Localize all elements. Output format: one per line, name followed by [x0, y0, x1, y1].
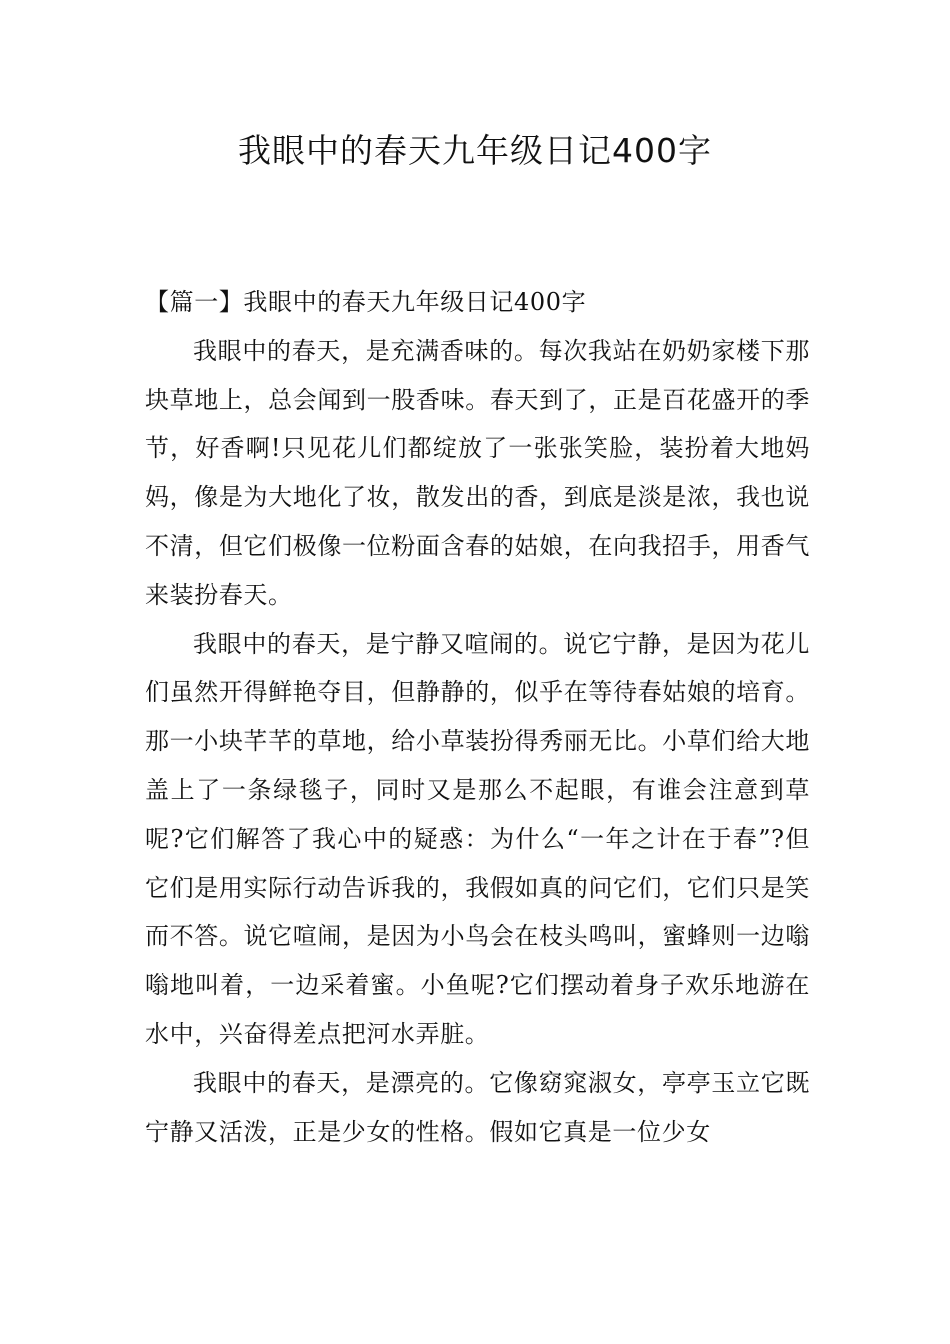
document-title: 我眼中的春天九年级日记400字 [238, 131, 712, 170]
paragraph-2: 我眼中的春天，是宁静又喧闹的。说它宁静，是因为花儿们虽然开得鲜艳夺目，但静静的，似乎在等待春姑娘的培育。那一小块芊芊的草地，给小草装扮得秀丽无比。小草们给大地盖上了一条绿毯子，同时又是那么不起眼，有谁会注意到草呢?它们解答了我心中的疑惑：为什么“一年之计在于春”?但它们是用实际行动告诉我的，我假如真的问它们，它们只是笑而不答。说它喧闹，是因为小鸟会在枝头鸣叫，蜜蜂则一边嗡嗡地叫着，一边采着蜜。小鱼呢?它们摆动着身子欢乐地游在水中，兴奋得差点把河水弄脏。 [145, 629, 810, 1048]
document-body [145, 278, 810, 1156]
paragraph-3: 我眼中的春天，是漂亮的。它像窈窕淑女，亭亭玉立它既宁静又活泼，正是少女的性格。假如它真是一位少女 [145, 1068, 810, 1146]
paragraph-1: 我眼中的春天，是充满香味的。每次我站在奶奶家楼下那块草地上，总会闻到一股香味。春天到了，正是百花盛开的季节，好香啊!只见花儿们都绽放了一张张笑脸，装扮着大地妈妈，像是为大地化了妆，散发出的香，到底是淡是浓，我也说不清，但它们极像一位粉面含春的姑娘，在向我招手，用香气来装扮春天。 [145, 336, 810, 609]
section-heading: 【篇一】我眼中的春天九年级日记400字 [145, 288, 587, 316]
